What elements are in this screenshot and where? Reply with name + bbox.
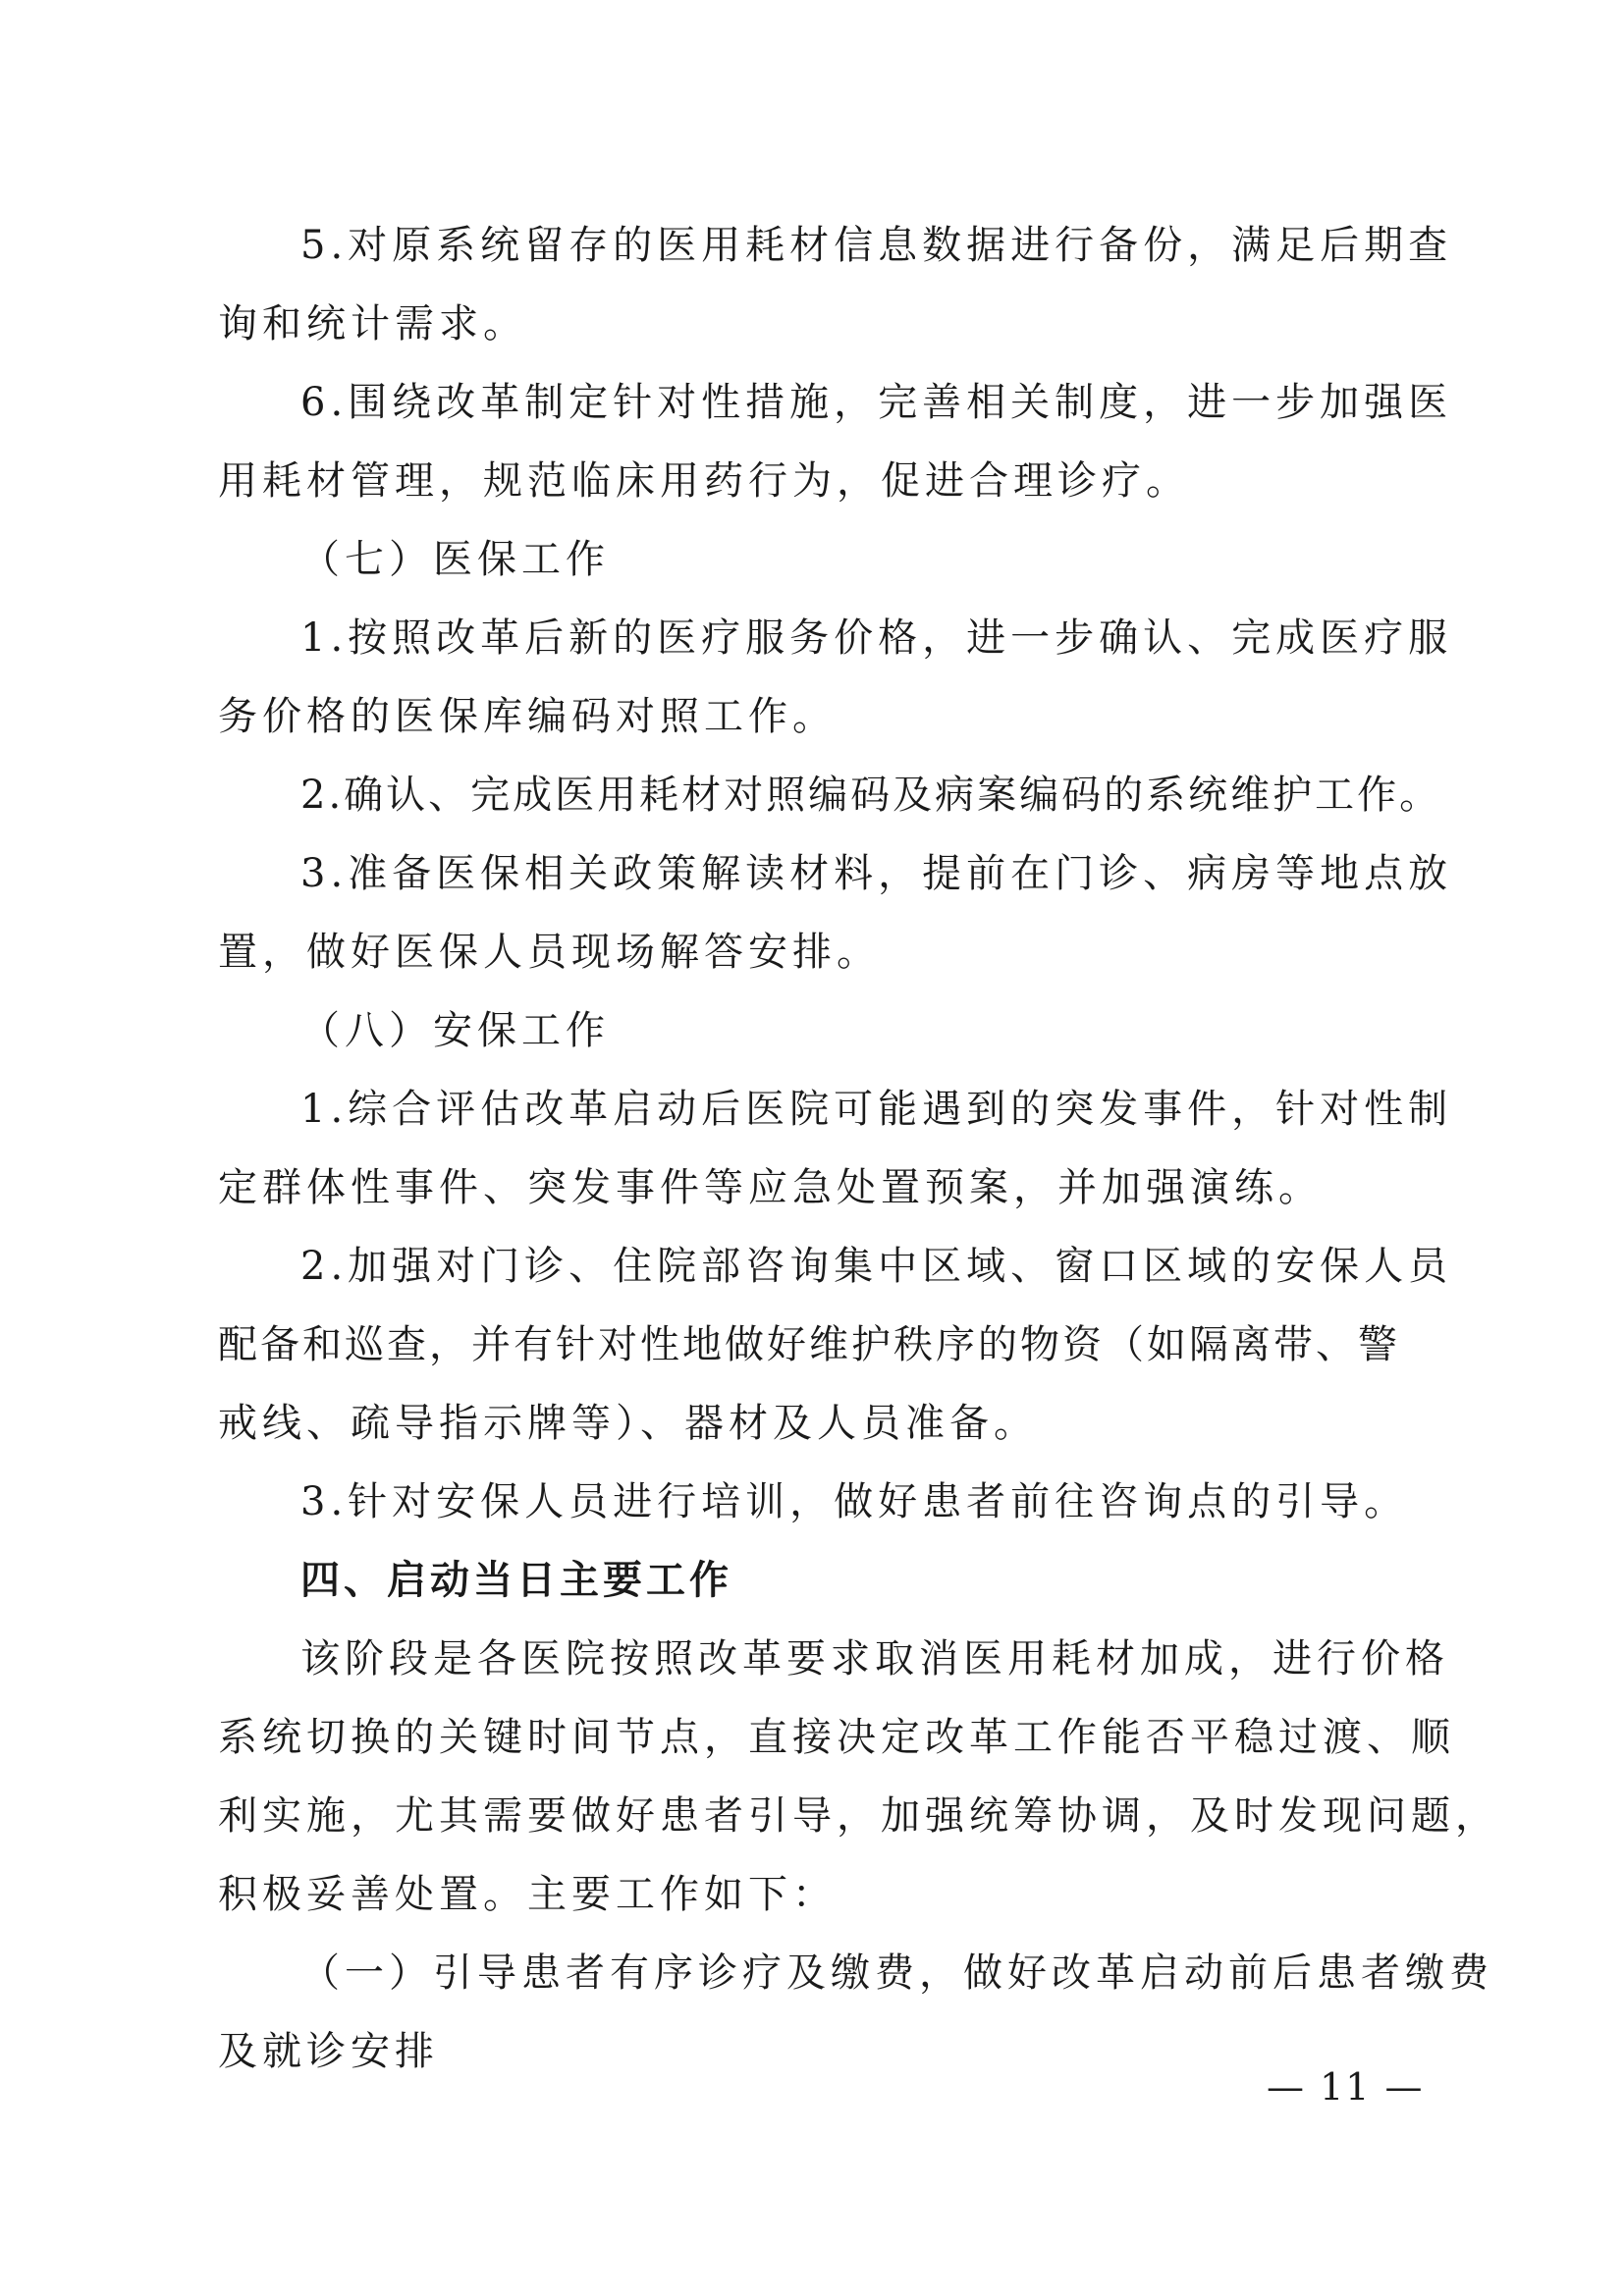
paragraph-line: 积极妥善处置。主要工作如下： bbox=[218, 1872, 837, 1917]
paragraph-line: 2.确认、完成医用耗材对照编码及病案编码的系统维护工作。 bbox=[300, 773, 1442, 818]
page-number: — 11 — bbox=[1267, 2065, 1425, 2109]
paragraph-line: 务价格的医保库编码对照工作。 bbox=[218, 694, 837, 739]
subsection-heading: （一）引导患者有序诊疗及缴费，做好改革启动前后患者缴费 bbox=[300, 1950, 1493, 1996]
paragraph-line: 1.综合评估改革启动后医院可能遇到的突发事件，针对性制 bbox=[300, 1087, 1453, 1132]
section-heading: （八）安保工作 bbox=[300, 1008, 610, 1053]
paragraph-line: 5.对原系统留存的医用耗材信息数据进行备份，满足后期查 bbox=[300, 223, 1453, 268]
subsection-heading-continued: 及就诊安排 bbox=[218, 2029, 439, 2074]
paragraph-line: 3.准备医保相关政策解读材料，提前在门诊、病房等地点放 bbox=[300, 851, 1453, 896]
paragraph-line: 配备和巡查，并有针对性地做好维护秩序的物资（如隔离带、警 bbox=[218, 1322, 1400, 1367]
paragraph-line: 3.针对安保人员进行培训，做好患者前往咨询点的引导。 bbox=[300, 1479, 1409, 1524]
chapter-heading: 四、启动当日主要工作 bbox=[300, 1558, 732, 1603]
paragraph-line: 6.围绕改革制定针对性措施，完善相关制度，进一步加强医 bbox=[300, 380, 1453, 425]
paragraph-line: 2.加强对门诊、住院部咨询集中区域、窗口区域的安保人员 bbox=[300, 1244, 1453, 1289]
paragraph-line: 置，做好医保人员现场解答安排。 bbox=[218, 930, 881, 975]
paragraph-line: 1.按照改革后新的医疗服务价格，进一步确认、完成医疗服 bbox=[300, 615, 1453, 661]
paragraph-line: 定群体性事件、突发事件等应急处置预案，并加强演练。 bbox=[218, 1165, 1323, 1210]
paragraph-line: 用耗材管理，规范临床用药行为，促进合理诊疗。 bbox=[218, 458, 1190, 504]
section-heading: （七）医保工作 bbox=[300, 537, 610, 582]
paragraph-line: 询和统计需求。 bbox=[218, 301, 527, 347]
paragraph-line: 系统切换的关键时间节点，直接决定改革工作能否平稳过渡、顺 bbox=[218, 1715, 1455, 1760]
paragraph-line: 利实施，尤其需要做好患者引导，加强统筹协调，及时发现问题， bbox=[218, 1793, 1499, 1839]
paragraph-line: 戒线、疏导指示牌等）、器材及人员准备。 bbox=[218, 1401, 1038, 1446]
paragraph-line: 该阶段是各医院按照改革要求取消医用耗材加成，进行价格 bbox=[300, 1636, 1449, 1682]
